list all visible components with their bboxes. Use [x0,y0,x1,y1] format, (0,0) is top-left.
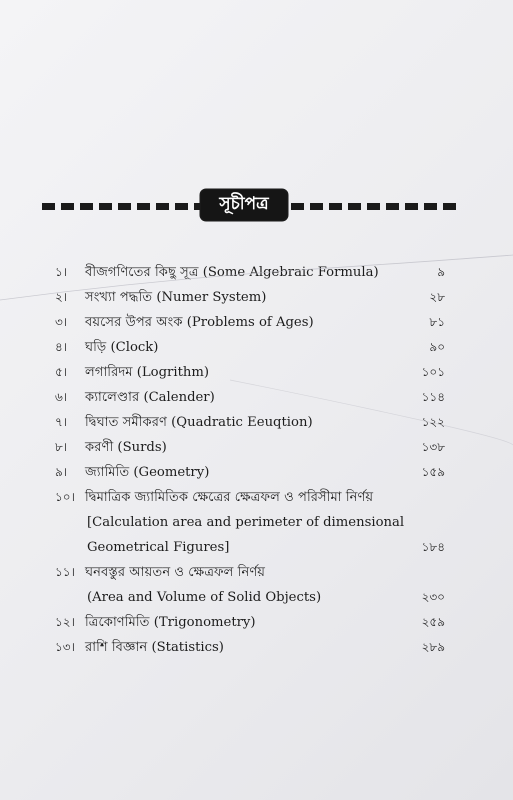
entry-title: ক্যালেণ্ডার (Calender) [85,390,215,405]
toc-entry-line [55,510,455,535]
toc-title: সূচীপত্র [201,190,287,220]
toc-entry-line [55,385,455,410]
entry-page-number: ২৩০ [421,590,445,604]
toc-entry-line [55,635,455,660]
toc-header [38,188,458,224]
entry-number: ৬। [55,390,68,404]
entry-title: ত্রিকোণমিতি (Trigonometry) [85,615,256,630]
entry-number: ২। [55,290,68,304]
toc-entry-line [55,335,455,360]
toc-entry-line [55,360,455,385]
entry-page-number: ২৮৯ [421,640,445,654]
entry-title: Geometrical Figures] [87,540,230,555]
toc-entry-line [55,260,455,285]
entry-title: লগারিদম (Logrithm) [85,365,210,380]
right-dash-ornament [291,203,456,210]
entry-number: ৯। [55,465,68,479]
entry-title: ঘনবস্তুর আয়তন ও ক্ষেত্রফল নির্ণয় [85,565,266,580]
entry-page-number: ৯ [437,265,445,279]
entry-title: দ্বিমাত্রিক জ্যামিতিক ক্ষেত্রের ক্ষেত্রফল ও পরিসীমা নির্ণয় [85,490,374,505]
entry-number: ৮। [55,440,68,454]
entry-number: ১৩। [55,640,75,654]
toc-entry-line [55,560,455,585]
entry-page-number: ১১৪ [421,390,445,404]
table-of-contents [55,260,455,660]
entry-title: করণী (Surds) [85,440,167,455]
toc-entry-line [55,535,455,560]
entry-title: সংখ্যা পদ্ধতি (Numer System) [85,290,267,305]
entry-number: ১১। [55,565,75,579]
toc-entry-line [55,285,455,310]
entry-page-number: ১৩৮ [421,440,445,454]
entry-page-number: ১৫৯ [421,465,445,479]
entry-number: ১০। [55,490,75,504]
entry-number: ৪। [55,340,68,354]
entry-number: ১২। [55,615,75,629]
entry-number: ৩। [55,315,68,329]
entry-title: রাশি বিজ্ঞান (Statistics) [85,640,224,655]
entry-title: ঘড়ি (Clock) [85,340,159,355]
entry-page-number: ২৮ [429,290,445,304]
toc-entry-line [55,435,455,460]
entry-page-number: ১০১ [421,365,445,379]
entry-title: বয়সের উপর অংক (Problems of Ages) [85,315,314,330]
entry-number: ১। [55,265,68,279]
toc-entry-line [55,610,455,635]
entry-page-number: ১৮৪ [421,540,445,554]
entry-number: ৭। [55,415,68,429]
entry-title: বীজগণিতের কিছু সূত্র (Some Algebraic Formula) [85,265,379,280]
entry-page-number: ১২২ [421,415,445,429]
toc-entry-line [55,310,455,335]
toc-entry-line [55,410,455,435]
entry-title: জ্যামিতি (Geometry) [85,465,210,480]
entry-number: ৫। [55,365,68,379]
entry-page-number: ২৫৯ [421,615,445,629]
entry-page-number: ৮১ [429,315,445,329]
toc-entry-line [55,585,455,610]
entry-title: [Calculation area and perimeter of dimensional [87,515,405,530]
left-dash-ornament [42,203,207,210]
entry-title: (Area and Volume of Solid Objects) [87,590,322,605]
toc-entry-line [55,485,455,510]
entry-title: দ্বিঘাত সমীকরণ (Quadratic Eeuqtion) [85,415,313,430]
entry-page-number: ৯০ [429,340,445,354]
toc-entry-line [55,460,455,485]
